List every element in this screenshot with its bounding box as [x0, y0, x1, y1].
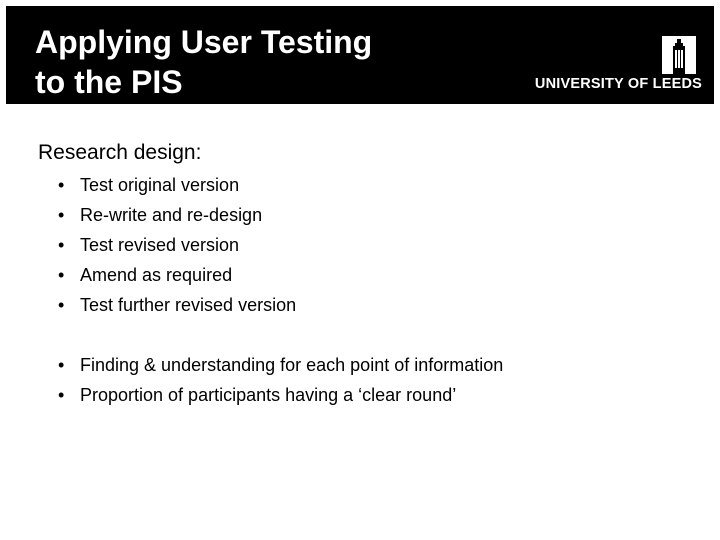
list-item — [58, 205, 296, 235]
list-item-text: Proportion of participants having a ‘clear round’ — [80, 385, 457, 405]
slide-title — [35, 22, 372, 102]
bullet-icon: • — [58, 205, 65, 225]
measures-list — [58, 355, 503, 415]
research-steps-list — [58, 175, 296, 325]
list-item-text: Amend as required — [80, 265, 233, 285]
list-item-text: Finding & understanding for each point of information — [80, 355, 504, 375]
bullet-icon: • — [58, 355, 65, 375]
list-item — [58, 265, 296, 295]
list-item-text: Test original version — [80, 175, 240, 195]
list-item — [58, 295, 296, 325]
header-banner — [6, 6, 714, 104]
list-item-text: Test revised version — [80, 235, 240, 255]
university-logo — [512, 36, 702, 96]
bullet-icon: • — [58, 295, 65, 315]
parkinson-tower-icon — [662, 36, 696, 74]
list-item — [58, 385, 503, 415]
list-item — [58, 235, 296, 265]
title-line-2: to the PIS — [35, 64, 183, 100]
list-item-text: Re-write and re-design — [80, 205, 263, 225]
bullet-icon: • — [58, 385, 65, 405]
title-line-1: Applying User Testing — [35, 24, 373, 60]
bullet-icon: • — [58, 235, 65, 255]
bullet-icon: • — [58, 175, 65, 195]
list-item — [58, 355, 503, 385]
bullet-icon: • — [58, 265, 65, 285]
list-item-text: Test further revised version — [80, 295, 297, 315]
logo-text: UNIVERSITY OF LEEDS — [534, 76, 702, 92]
list-item — [58, 175, 296, 205]
section-heading: Research design: — [38, 141, 202, 164]
